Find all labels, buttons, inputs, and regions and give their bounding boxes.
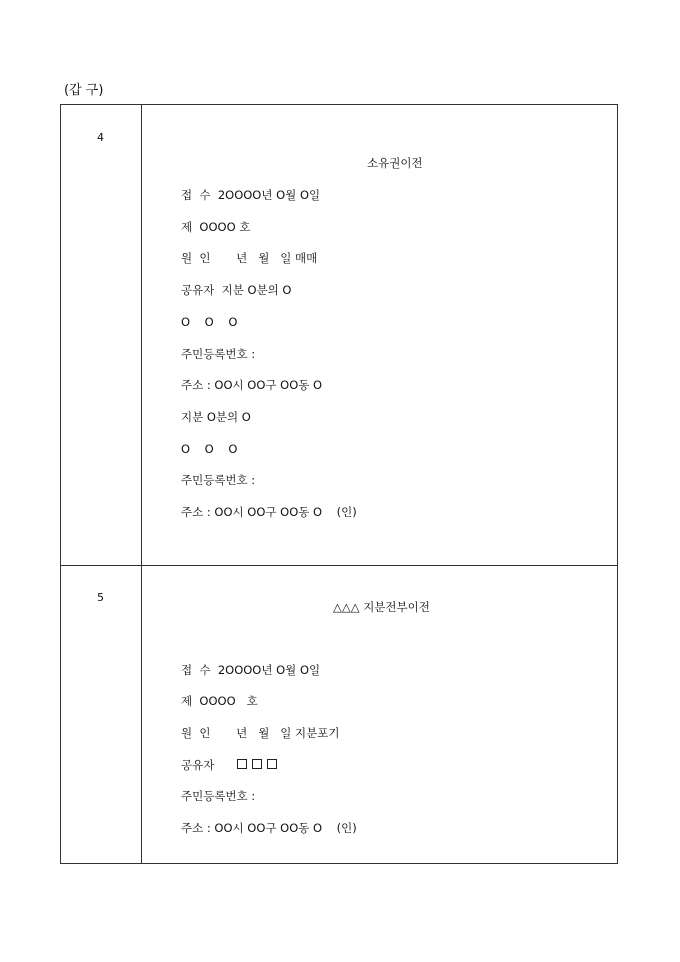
co-owner-label: 공유자: [181, 758, 215, 772]
section-label: (갑 구): [64, 83, 104, 98]
address-line: 주소 : OO시 OO구 OO동 O: [181, 378, 323, 392]
row-divider: [61, 565, 617, 566]
address-line: 주소 : OO시 OO구 OO동 O (인): [181, 505, 357, 519]
co-owner-name-boxes: [237, 759, 277, 769]
id-number-line: 주민등록번호 :: [181, 473, 256, 487]
number-line: 제 OOOO 호: [181, 220, 251, 234]
share-line: 지분 O분의 O: [181, 410, 251, 424]
entry-title: △△△ 지분전부이전: [333, 600, 430, 614]
entry-title: 소유권이전: [367, 156, 423, 170]
rank-number: 4: [97, 131, 104, 144]
share-line: 공유자 지분 O분의 O: [181, 283, 292, 297]
cause-line: 원 인 년 월 일 매매: [181, 251, 318, 265]
owner-name: O O O: [181, 315, 238, 329]
cause-line: 원 인 년 월 일 지분포기: [181, 726, 340, 740]
id-number-line: 주민등록번호 :: [181, 789, 256, 803]
receipt-line: 접 수 2OOOO년 O월 O일: [181, 188, 321, 202]
id-number-line: 주민등록번호 :: [181, 347, 256, 361]
receipt-line: 접 수 2OOOO년 O월 O일: [181, 663, 321, 677]
owner-name: O O O: [181, 442, 238, 456]
registry-table: [60, 104, 618, 864]
column-divider: [141, 105, 142, 863]
name-box: [237, 759, 247, 769]
rank-number: 5: [97, 591, 104, 604]
name-box: [252, 759, 262, 769]
address-line: 주소 : OO시 OO구 OO동 O (인): [181, 821, 357, 835]
number-line: 제 OOOO 호: [181, 694, 258, 708]
name-box: [267, 759, 277, 769]
